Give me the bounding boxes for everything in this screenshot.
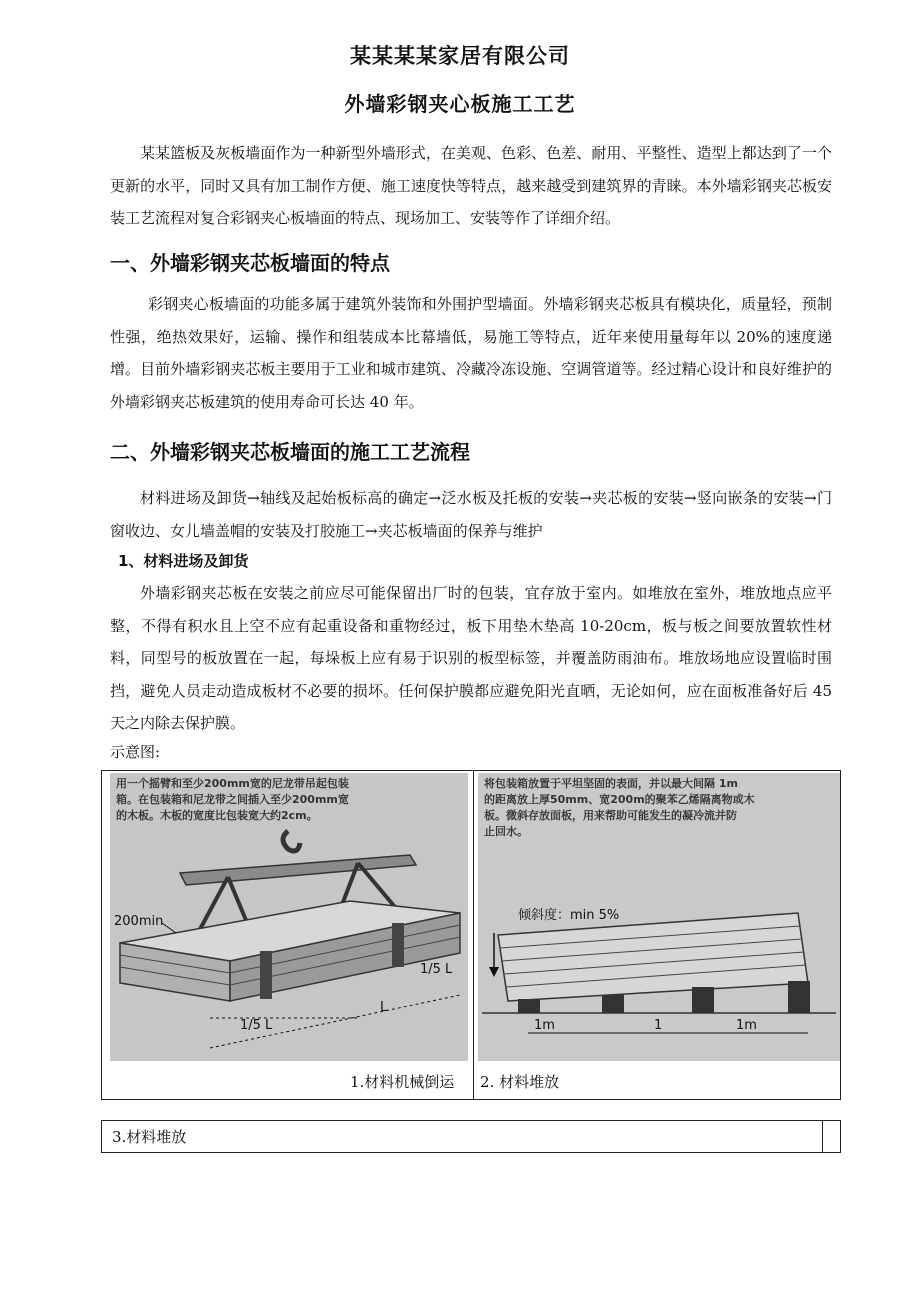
storage-diagram-image [478, 773, 840, 1061]
table-cell-material-storage: 3.材料堆放 [112, 1128, 187, 1146]
caption-material-storage: 2. 材料堆放 [480, 1073, 560, 1091]
intro-paragraph: 某某篮板及灰板墙面作为一种新型外墙形式，在美观、色彩、色差、耐用、平整性、造型上都达到了一个更新的水平，同时又具有加工制作方便、施工速度快等特点，越来越受到建筑界的青睐。本外墙彩钢夹芯板安装工艺流程对复合彩钢夹心板墙面的特点、现场加工、安装等作了详细介绍。 [110, 144, 832, 227]
dim-fifth-bottom: 1/5 L [240, 1018, 273, 1033]
subsection-1-body: 外墙彩钢夹芯板在安装之前应尽可能保留出厂时的包装，宜存放于室内。如堆放在室外，堆放地点应平整，不得有积水且上空不应有起重设备和重物经过，板下用垫木垫高 10-20cm，板与板之间要放置软性材料，同型号的板放置在一起，每垛板上应有易于识别的板型标签，并覆盖防雨油布。堆放场地应设置临时围挡，避免人员走动造成板材不必要的损坏。任何保护膜都应避免阳光直晒，无论如何，应在面板准备好后 45 天之内除去保护膜。 [110, 584, 832, 732]
company-name: 某某某某家居有限公司 [350, 44, 570, 68]
dim-L: L [380, 1000, 388, 1015]
lifting-note-line-2: 箱。在包装箱和尼龙带之间插入至少200mm宽 [116, 793, 349, 806]
table-column-divider [822, 1121, 823, 1152]
figure-divider [473, 771, 474, 1099]
section-1-heading: 一、外墙彩钢夹芯板墙面的特点 [110, 251, 390, 275]
dim-1-mid: 1 [654, 1018, 663, 1033]
lifting-note-line-3: 的木板。木板的宽度比包装宽大约2cm。 [116, 809, 318, 822]
lifting-note-line-1: 用一个摇臂和至少200mm宽的尼龙带吊起包装 [116, 777, 349, 790]
lifting-diagram-image [110, 773, 468, 1061]
storage-note-line-2: 的距离放上厚50mm、宽200m的聚苯乙烯隔离物或木 [484, 793, 755, 806]
dim-1m-right: 1m [736, 1018, 757, 1033]
caption-mechanical-transport: 1.材料机械倒运 [350, 1073, 455, 1091]
document-title: 外墙彩钢夹心板施工工艺 [344, 92, 576, 116]
diagram-label: 示意图: [110, 743, 161, 761]
storage-note-line-4: 止回水。 [484, 825, 528, 838]
section-2-heading: 二、外墙彩钢夹芯板墙面的施工工艺流程 [110, 440, 470, 464]
figure-table [101, 770, 841, 1100]
process-flow: 材料进场及卸货→轴线及起始板标高的确定→泛水板及托板的安装→夹芯板的安装→竖向嵌条的安装→门窗收边、女儿墙盖帽的安装及打胶施工→夹芯板墙面的保养与维护 [110, 489, 832, 540]
section-1-body: 彩钢夹心板墙面的功能多属于建筑外装饰和外围护型墙面。外墙彩钢夹芯板具有模块化，质量轻，预制性强，绝热效果好，运输、操作和组装成本比幕墙低，易施工等特点，近年来使用量每年以 20%的速度递增。目前外墙彩钢夹芯板主要用于工业和城市建筑、冷藏冷冻设施、空调管道等。经过精心设计和良好维护的外墙彩钢夹芯板建筑的使用寿命可长达 40 年。 [110, 295, 832, 411]
dim-1m-left: 1m [534, 1018, 555, 1033]
slope-label: 倾斜度：min 5% [518, 908, 620, 923]
bottom-table [101, 1120, 841, 1153]
subsection-1-heading: 1、材料进场及卸货 [118, 552, 249, 570]
dim-fifth-right: 1/5 L [420, 962, 453, 977]
dim-200min: 200min [114, 914, 164, 929]
storage-note-line-1: 将包装箱放置于平坦坚固的表面，并以最大间隔 1m [484, 777, 738, 790]
storage-note-line-3: 板。微斜存放面板，用来帮助可能发生的凝冷流并防 [484, 809, 737, 822]
